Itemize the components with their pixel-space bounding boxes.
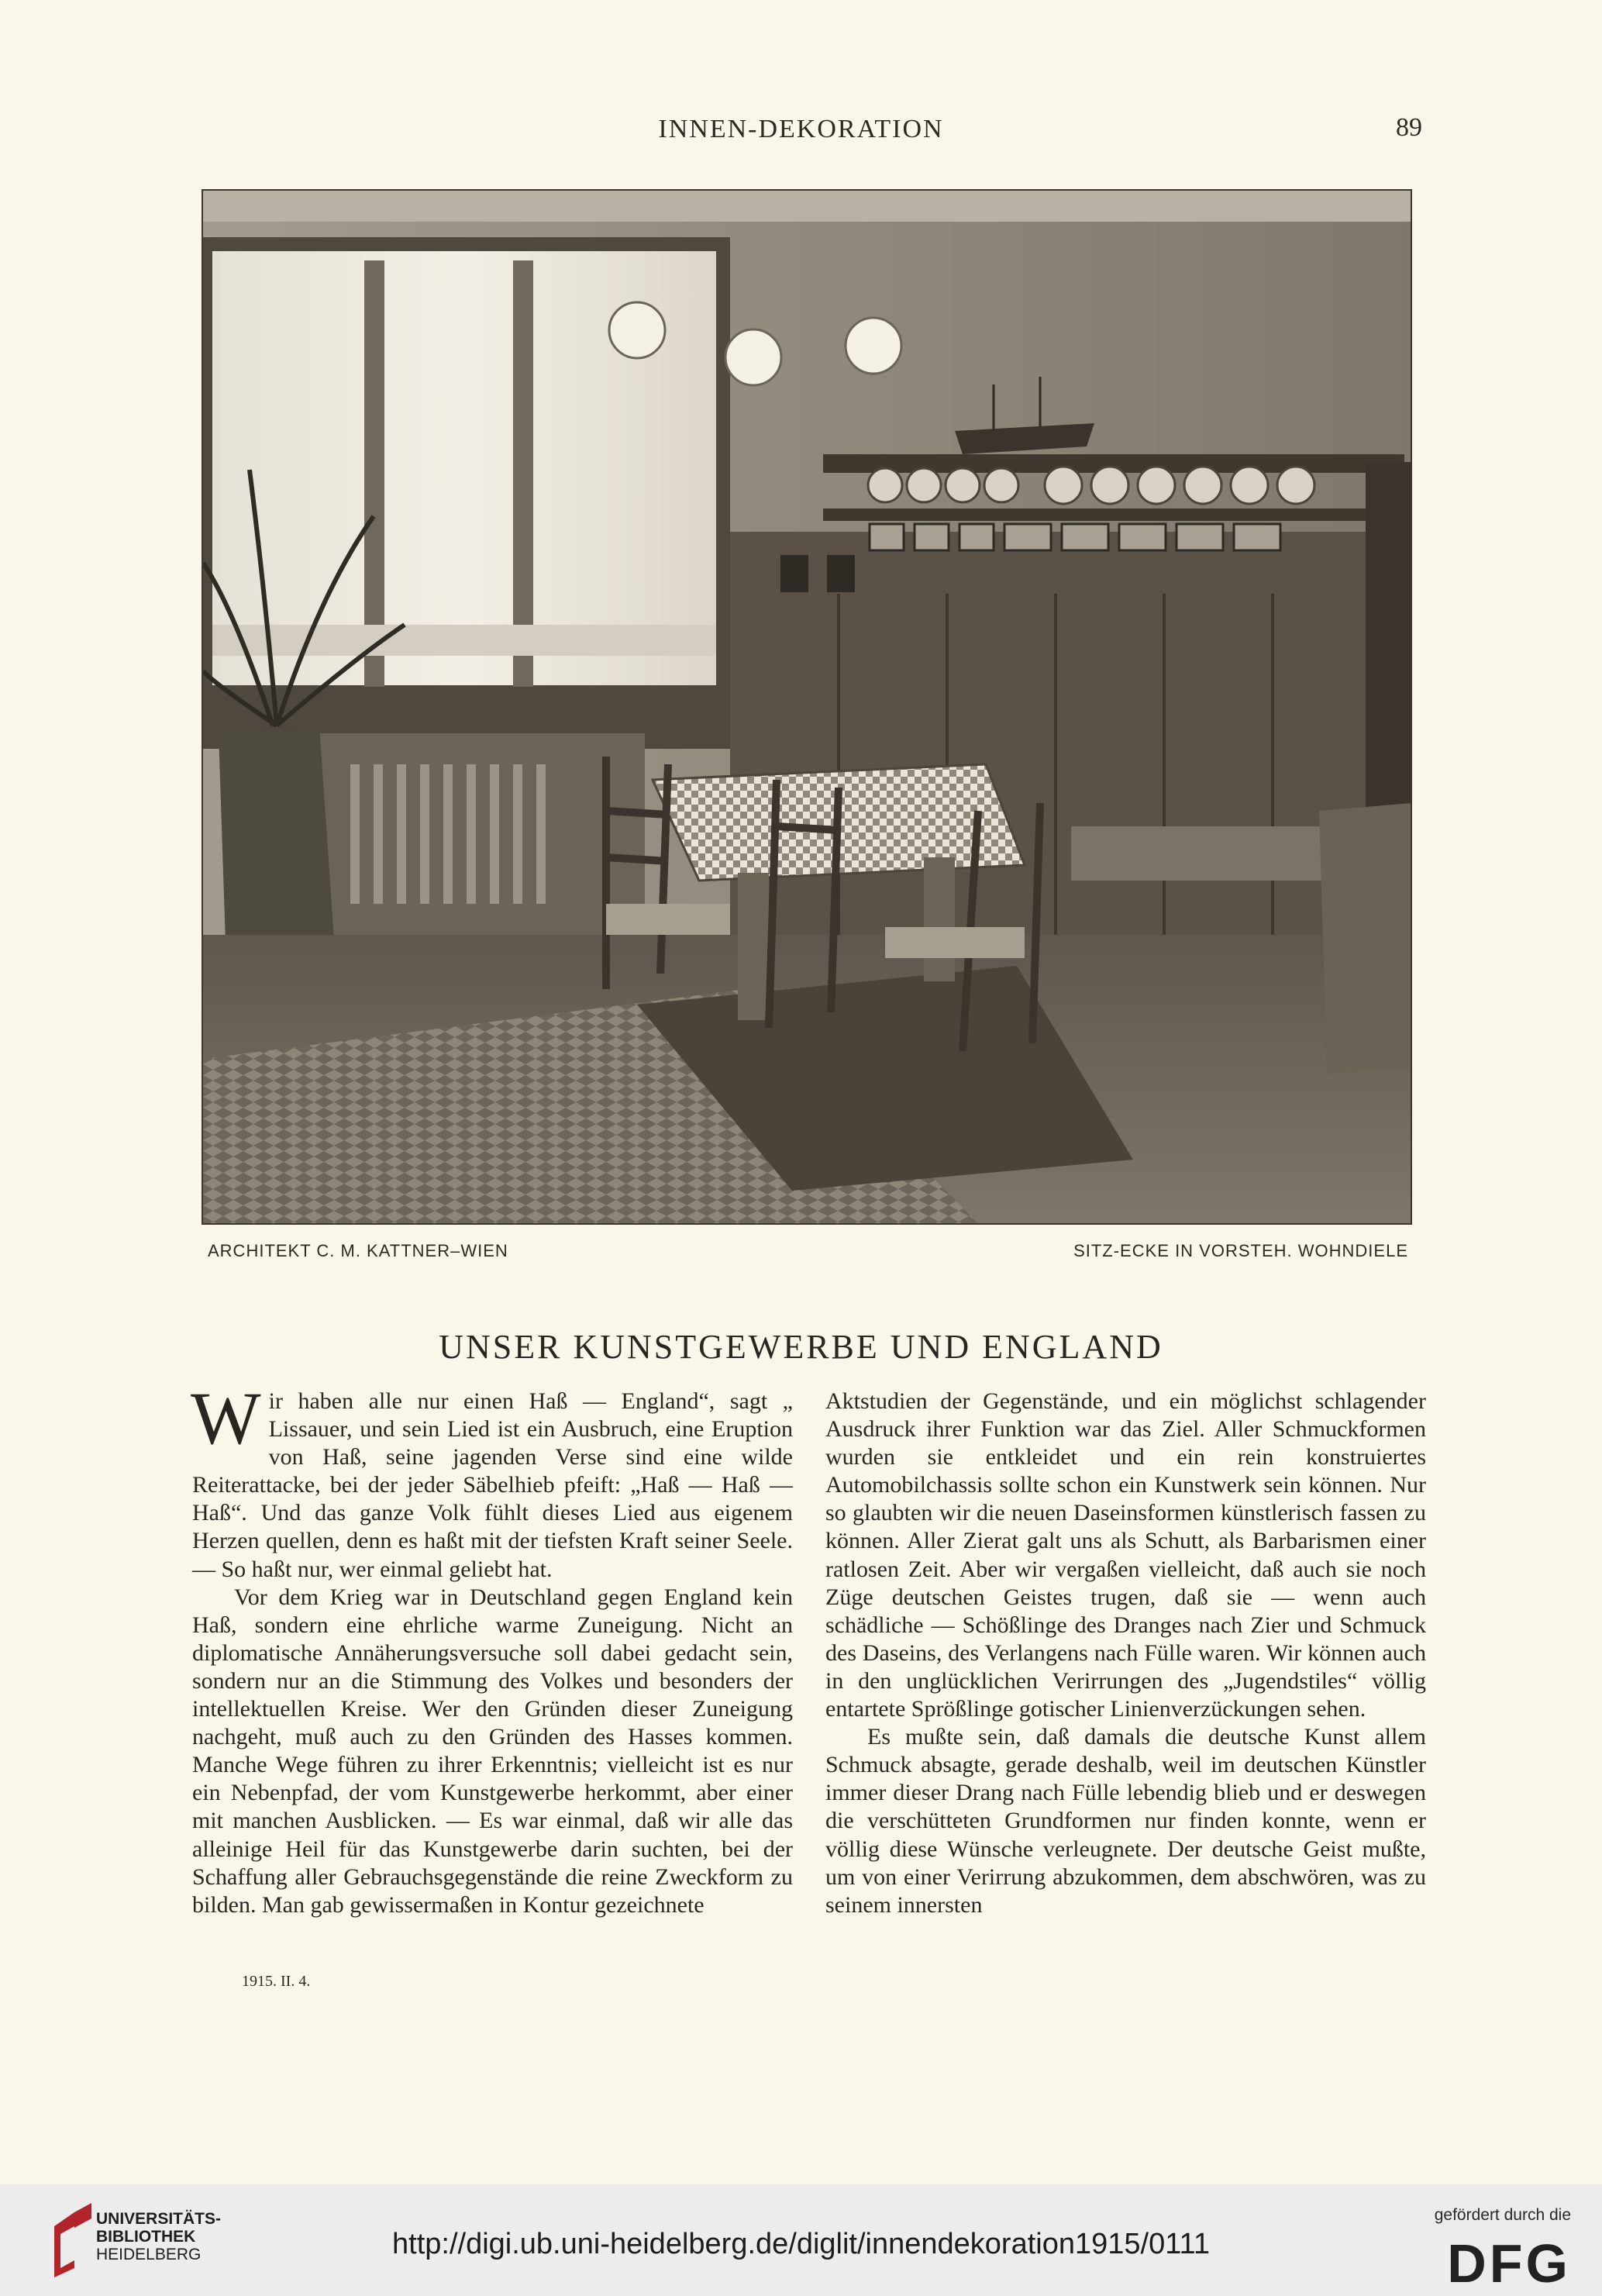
interior-photograph (202, 189, 1412, 1225)
article-title: UNSER KUNSTGEWERBE UND ENGLAND (439, 1328, 1163, 1366)
paragraph: Vor dem Krieg war in Deutschland gegen England kein Haß, sondern eine ehrliche warme Zuneigung. Nicht an diplomatische Annäherungsversuche soll dabei gedacht sein, sondern nur an die Stimmung des Volkes und besonders der intellektuellen Kreise. Wer den Gründen dieser Zuneigung nachgeht, muß auch zu den Gründen des Hasses kommen. Manche Wege führen zu ihrer Erkenntnis; vielleicht ist es nur ein Nebenpfad, der vom Kunstgewerbe herkommt, aber einer mit manchen Ausblicken. — Es war einmal, daß wir alle das alleinige Heil für das Kunstgewerbe darin suchten, bei der Schaffung aller Gebrauchsgegenstände die reine Zweckform zu bilden. Man gab gewissermaßen in Kontur gezeichnete (192, 1584, 793, 1918)
running-header: INNEN-DEKORATION (658, 115, 944, 143)
source-url-link[interactable]: http://digi.ub.uni-heidelberg.de/diglit/innendekoration1915/0111 (392, 2228, 1210, 2260)
paragraph: Aktstudien der Gegenstände, und ein möglichst schlagender Ausdruck ihrer Funktion war das Ziel. Aller Schmuckformen wurden sie entkleidet und ein rein konstruiertes Automobilchassis sollte schon ein Kunstwerk sein können. Nur so glaubten wir die neuen Daseinsformen künstlerisch fassen zu können. Aller Zierat galt uns als Schutt, als Barbarismen einer ratlosen Zeit. Aber wir vergaßen vielleicht, daß auch sie noch Züge deutschen Geistes trugen, daß sie — wenn auch schädliche — Schößlinge des Dranges nach Zier und Schmuck des Daseins, des Verlangens nach Fülle waren. Wir können auch in den unglücklichen Verirrungen des „Jugendstiles“ völlig entartete Sprößlinge gotischer Linienverzückungen sehen. (825, 1388, 1426, 1722)
funding-note: gefördert durch die (1434, 2206, 1571, 2224)
article-column-right (825, 1388, 1426, 1919)
paragraph (191, 1377, 793, 1584)
dfg-logo: DFG (1447, 2233, 1571, 2294)
library-footer (0, 2184, 1602, 2296)
article-column-left (191, 1377, 793, 1919)
drop-cap: W (191, 1377, 261, 1460)
paragraph: Es mußte sein, daß damals die deutsche Kunst allem Schmuck absagte, gerade deshalb, weil im deutschen Künstler immer dieser Drang nach Fülle lebendig blieb und er deswegen die verschütteten Grundformen nur finden konnte, wenn er völlig diese Wünsche verleugnete. Der deutsche Geist mußte, um von einer Verirrung abzukommen, dem abschwören, was zu seinem innersten (825, 1724, 1426, 1918)
page-number: 89 (1396, 113, 1422, 142)
volume-signature: 1915. II. 4. (242, 1973, 311, 1990)
paragraph-text: ir haben alle nur einen Haß — England“, sagt „ Lissauer, und sein Lied ist ein Ausbruch, eine Eruption von Haß, seine jagenden Verse sind eine wilde Reiterattacke, bei der jeder Säbelhieb pfeift: „Haß — Haß — Haß“. Und das ganze Volk fühlt dieses Lied aus eigenem Herzen quellen, denn es haßt mit der tiefsten Kraft seiner Seele. — So haßt nur, wer einmal geliebt hat. (192, 1388, 793, 1582)
caption-title: SITZ-ECKE IN VORSTEH. WOHNDIELE (1073, 1241, 1408, 1260)
library-name: UNIVERSITÄTS- BIBLIOTHEK HEIDELBERG (96, 2210, 222, 2263)
caption-architect: ARCHITEKT C. M. KATTNER–WIEN (208, 1241, 508, 1260)
